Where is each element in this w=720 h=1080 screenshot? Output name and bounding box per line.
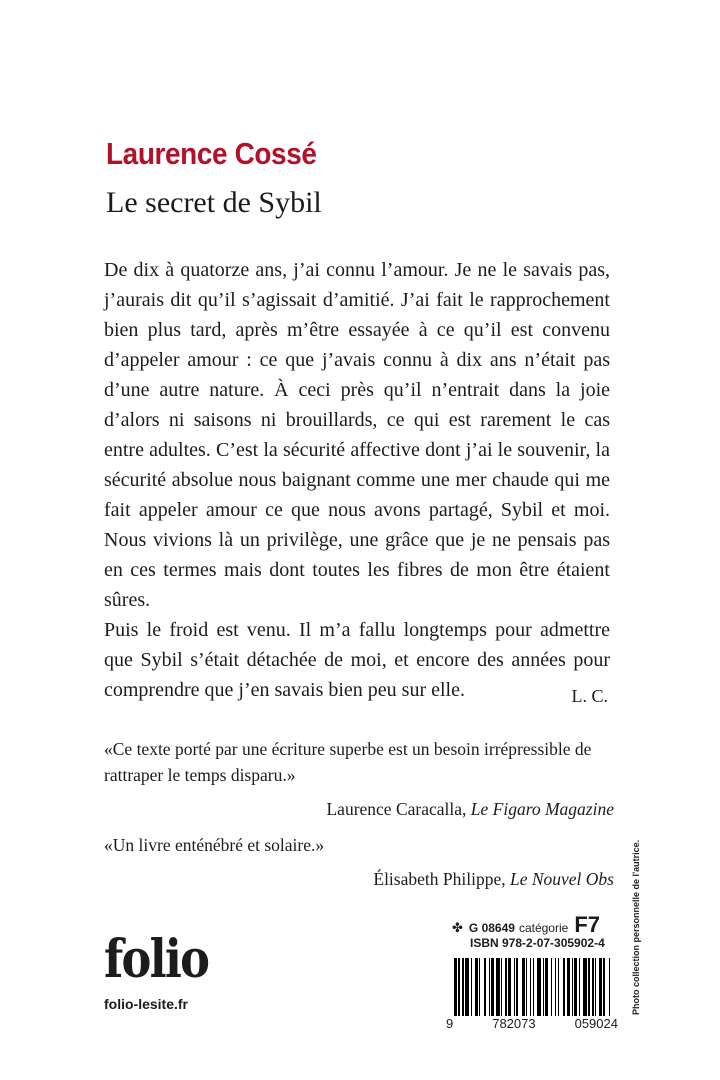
barcode-bar bbox=[610, 958, 611, 1016]
reviewer-name: Laurence Caracalla, bbox=[326, 799, 471, 819]
author-initials: L. C. bbox=[571, 686, 608, 706]
barcode-digit-group: 9 bbox=[446, 1016, 454, 1031]
publisher-website: folio-lesite.fr bbox=[104, 996, 189, 1012]
product-code-line bbox=[452, 912, 600, 938]
barcode-icon bbox=[454, 958, 612, 1016]
back-cover-blurb bbox=[104, 255, 610, 705]
category-label: catégorie bbox=[518, 921, 569, 935]
press-review bbox=[104, 736, 614, 822]
isbn-number: ISBN 978-2-07-305902-4 bbox=[470, 936, 605, 950]
barcode-digits bbox=[446, 1016, 618, 1031]
book-title: Le secret de Sybil bbox=[106, 186, 322, 219]
review-publication: Le Nouvel Obs bbox=[509, 869, 614, 889]
author-name: Laurence Cossé bbox=[106, 136, 317, 171]
barcode-digit-group: 059024 bbox=[574, 1016, 618, 1031]
review-quote: «Un livre enténébré et solaire.» bbox=[104, 835, 325, 855]
press-review bbox=[104, 832, 614, 892]
review-attribution bbox=[104, 866, 614, 892]
blurb-paragraph: De dix à quatorze ans, j’ai connu l’amour. Je ne le savais pas, j’aurais dit qu’il s’agissait d’amitié. J’ai fait le rapprochement bien plus tard, après m’être essayée à ce qu’il est convenu d’appeler amour : ce que j’avais connu à dix ans n’était pas d’une autre nature. À ceci près qu’il n’entrait dans la joie d’alors ni saisons ni brouillards, ce qui est rarement le cas entre adultes. C’est la sécurité affective dont j’ai le souvenir, la sécurité absolue nous baignant comme une mer chaude qui me fait appeler amour ce que nous avons partagé, Sybil et moi. Nous vivions là un privilège, une grâce que je ne pensais pas en ces termes mais dont toutes les fibres de mon être étaient sûres. bbox=[104, 259, 610, 611]
price-category: F7 bbox=[574, 912, 601, 937]
review-quote: «Ce texte porté par une écriture superbe est un besoin irrépressible de rattraper le temps disparu.» bbox=[104, 739, 592, 785]
publisher-mark-icon: ✤ bbox=[452, 920, 463, 935]
product-code: G 08649 bbox=[468, 921, 515, 935]
review-attribution bbox=[104, 796, 614, 822]
blurb-paragraph: Puis le froid est venu. Il m’a fallu longtemps pour admettre que Sybil s’était détachée de moi, et encore des années pour comprendre que j’en savais bien peu sur elle. bbox=[104, 619, 610, 701]
photo-credit: Photo collection personnelle de l'autrice. bbox=[631, 839, 641, 1015]
folio-logo: folio bbox=[104, 929, 209, 990]
barcode-digit-group: 782073 bbox=[492, 1016, 536, 1031]
review-publication: Le Figaro Magazine bbox=[470, 799, 614, 819]
reviewer-name: Élisabeth Philippe, bbox=[373, 869, 510, 889]
